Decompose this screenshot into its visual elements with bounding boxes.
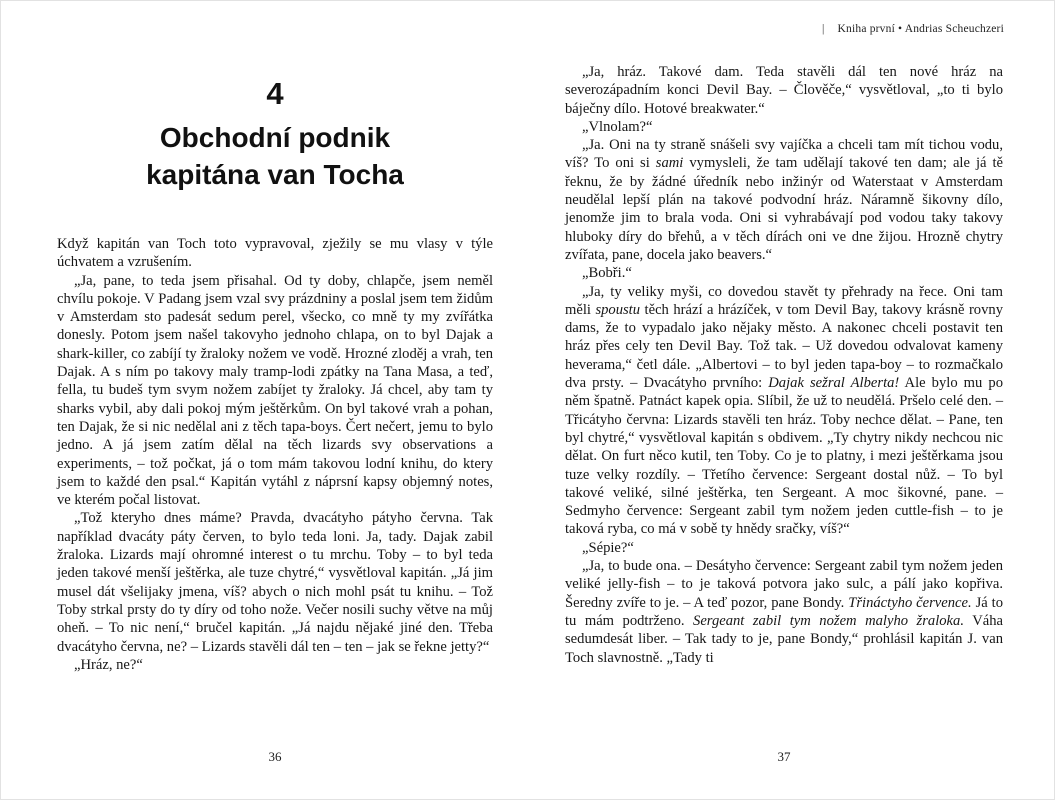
paragraph: „Sépie?“ bbox=[582, 539, 634, 556]
right-page-body bbox=[565, 63, 1003, 667]
paragraph: „Ja. Oni na ty straně snášeli svy vajíčka a chceli tam mít tichou vodu, víš? To oni si sami vymysleli, že tam udělají takové ten dam; ale já tě řeknu, že by žádné úředník nebo inžinýr od Waterstaat v Amsterdam neudělal lepší plán na takové podvodní hráz. Náramně šikovny dílo, jenomže jim to brala voda. Oni si vyhrabávají pod vodou taky takovy hluboky díry do břehů, a v těch dírách oni ve dne žijou. Hrozně chytry zvířata, pane, docela jako beavers.“ bbox=[565, 137, 1003, 263]
page-number-left: 36 bbox=[268, 749, 282, 764]
paragraph: Když kapitán van Toch toto vypravoval, zježily se mu vlasy v týle úchvatem a vzrušením. bbox=[57, 236, 493, 271]
paragraph: „Ja, pane, to teda jsem přisahal. Od ty doby, chlapče, jsem neměl chvílu pokoje. V Padang jsem vzal svy prázdniny a poslal jsem tem židům v Amsterdam sto padesát sedum perel, všecko, co mně ty my zvířátka donesly. Potom jsem našel takovyho jednoho chlapa, on to byl Dajak a shark-killer, co zabíjí ty žraloky nožem ve vodě. Hrozné zloděj a vrah, ten Dajak. A s ním po takovy maly tramp-lodi zpátky na Tana Masa, a teď, fella, tu budeš tym svym nožem zabíjet ty žraloky. Já chcel, aby tam ty sharks vybil, aby dali pokoj mým ještěrkům. On byl takové vrah a pohan, ten Dajak, že si nic nedělal ani z těch tapa-boys. Čert nečert, jemu to bylo jedno. A já jsem zatím dělal na těch lizards svy observations a experiments, – tož počkat, já o tom mám takovou lodní knihu, do ktery jsem to každé den psal.“ Kapitán vytáhl z náprsní kapsy objemný notes, ve kterém počal listovat. bbox=[57, 272, 493, 509]
paragraph: „Ja, to bude ona. – Desátyho července: Sergeant zabil tym nožem jeden veliké jelly-fish – to je taková potvora jako sulc, a pálí jako kopřiva. Šeredny zvíře to je. – A teď pozor, pane Bondy. Třináctyho července. Já to tu mám podtrženo. Sergeant zabil tym nožem malyho žraloka. Váha sedumdesát liber. – Tak tady to je, pane Bondy,“ prohlásil kapitán J. van Toch slavnostně. „Tady ti bbox=[565, 558, 1004, 666]
left-page-body bbox=[57, 235, 493, 674]
chapter-title-line-1: Obchodní podnik bbox=[159, 122, 391, 153]
page-number-right: 37 bbox=[777, 749, 791, 764]
page-right bbox=[565, 63, 1003, 667]
paragraph: „Bobři.“ bbox=[582, 265, 632, 282]
paragraph: „Hráz, ne?“ bbox=[74, 656, 143, 673]
page-left bbox=[57, 1, 493, 674]
chapter-title-line-2: kapitána van Tocha bbox=[146, 159, 404, 190]
header-divider: | bbox=[822, 23, 825, 35]
running-header bbox=[822, 23, 1004, 35]
paragraph: „Ja, hráz. Takové dam. Teda stavěli dál ten nové hráz na severozápadním konci Devil Bay. – Člověče,“ vysvětloval, „to ti bylo báječny dílo. Hotové breakwater.“ bbox=[565, 64, 1003, 117]
paragraph: „Ja, ty veliky myši, co dovedou stavět ty přehrady na řece. Oni tam měli spoustu těch hrází a hrázíček, v tom Devil Bay, takovy krásně rovny dams, že to vypadalo jako nějaky město. A nakonec chceli postavit ten hráz přes cely ten Devil Bay. Tož tak. – Už dovedou odvalovat kameny heverama,“ četl dále. „Albertovi – to byl jeden tapa-boy – to rozmačkalo dva prsty. – Dvacátyho prvního: Dajak sežral Alberta! Ale bylo mu po něm špatně. Patnáct kapek opia. Slíbil, že už to neudělá. Pršelo celé den. – Třicátyho června: Lizards stavěli ten hráz. Toby nechce dělat. – Pane, ten byl chytré,“ vysvětloval kapitán s obdivem. „Ty chytry nikdy nechcou nic dělat. On furt něco kutil, ten Toby. Co je to platny, i mezi ještěrkama jsou tuze velky rozdíly. – Třetího července: Sergeant dostal nůž. – To byl takové veliké, silné ještěrka, ten Sergeant. A moc šikovné, pane. – Sedmyho července: Sergeant zabil tym nožem jeden cuttle-fish – to je taková ryba, co má v sobě ty hnědy sračky, víš?“ bbox=[565, 283, 1003, 538]
chapter-heading bbox=[57, 1, 493, 193]
running-header-text: Kniha první • Andrias Scheuchzeri bbox=[837, 23, 1004, 35]
chapter-number: 4 bbox=[266, 76, 284, 111]
paragraph: „Tož kteryho dnes máme? Pravda, dvacátyho pátyho června. Tak například dvacáty páty červen, to bylo teda loni. Ja, tady. Dajak zabil žraloka. Lizards mají ohromné interest o tu mrchu. Toby – to byl teda jeden takové menší ještěrka, ale tuze chytré,“ vysvětloval kapitán. „Já jim musel dát všelijaky jmena, víš? abych o nich mohl psát tu knihu. – Tož Toby strkal prsty do ty díry od toho nože. Večer nosili suchy větve na můj oheň. – To nic není,“ bručel kapitán. „Já najdu nějaké jiné den. Třeba dvacátyho června, ne? – Lizards stavěli dál ten – ten – jak se řekne jetty?“ bbox=[57, 510, 493, 655]
paragraph: „Vlnolam?“ bbox=[582, 118, 653, 135]
